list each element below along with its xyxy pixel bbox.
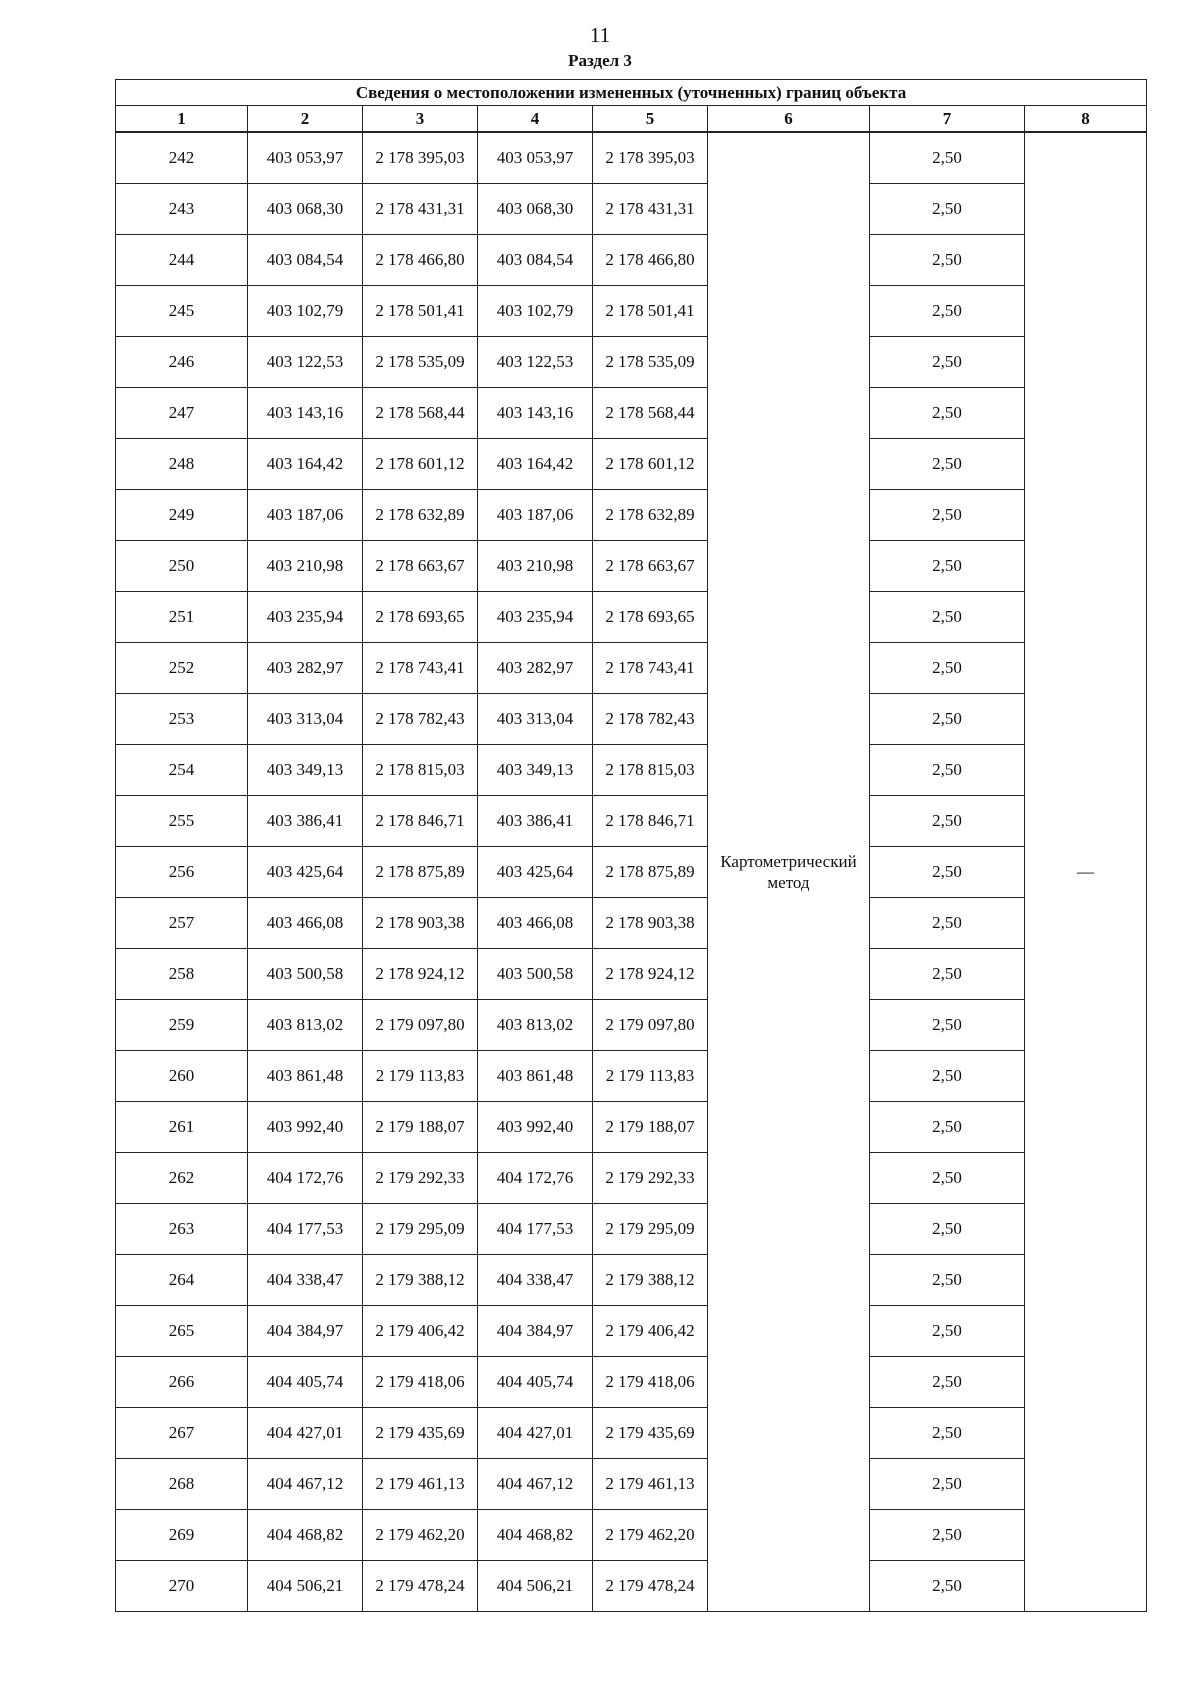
table-row: [116, 1561, 1147, 1612]
y-refined-cell: 2 178 431,31: [593, 184, 708, 235]
x-refined-cell: 403 313,04: [478, 694, 593, 745]
x-refined-cell: 403 813,02: [478, 1000, 593, 1051]
y-existing-cell: 2 179 478,24: [363, 1561, 478, 1612]
column-number: 2: [248, 106, 363, 133]
x-existing-cell: 403 084,54: [248, 235, 363, 286]
x-existing-cell: 403 210,98: [248, 541, 363, 592]
x-existing-cell: 404 468,82: [248, 1510, 363, 1561]
table-row: [116, 1510, 1147, 1561]
column-numbers-row: [116, 106, 1147, 133]
accuracy-cell: 2,50: [870, 1255, 1025, 1306]
x-refined-cell: 403 164,42: [478, 439, 593, 490]
accuracy-cell: 2,50: [870, 337, 1025, 388]
x-existing-cell: 403 102,79: [248, 286, 363, 337]
y-existing-cell: 2 179 461,13: [363, 1459, 478, 1510]
point-number-cell: 263: [116, 1204, 248, 1255]
y-existing-cell: 2 178 601,12: [363, 439, 478, 490]
accuracy-cell: 2,50: [870, 745, 1025, 796]
accuracy-cell: 2,50: [870, 132, 1025, 184]
accuracy-cell: 2,50: [870, 490, 1025, 541]
x-refined-cell: 403 282,97: [478, 643, 593, 694]
x-refined-cell: 403 084,54: [478, 235, 593, 286]
x-existing-cell: 403 500,58: [248, 949, 363, 1000]
column-number: 7: [870, 106, 1025, 133]
table-row: [116, 745, 1147, 796]
point-number-cell: 259: [116, 1000, 248, 1051]
y-refined-cell: 2 178 924,12: [593, 949, 708, 1000]
accuracy-cell: 2,50: [870, 1408, 1025, 1459]
y-refined-cell: 2 178 663,67: [593, 541, 708, 592]
point-number-cell: 270: [116, 1561, 248, 1612]
point-number-cell: 269: [116, 1510, 248, 1561]
point-number-cell: 250: [116, 541, 248, 592]
y-existing-cell: 2 179 418,06: [363, 1357, 478, 1408]
point-number-cell: 254: [116, 745, 248, 796]
x-refined-cell: 403 187,06: [478, 490, 593, 541]
point-number-cell: 266: [116, 1357, 248, 1408]
table-row: [116, 235, 1147, 286]
table-row: [116, 286, 1147, 337]
section-title: Раздел 3: [568, 51, 632, 70]
point-number-cell: 242: [116, 132, 248, 184]
y-refined-cell: 2 178 395,03: [593, 132, 708, 184]
x-refined-cell: 403 068,30: [478, 184, 593, 235]
x-refined-cell: 403 143,16: [478, 388, 593, 439]
x-existing-cell: 403 386,41: [248, 796, 363, 847]
y-refined-cell: 2 179 295,09: [593, 1204, 708, 1255]
column-number: 3: [363, 106, 478, 133]
accuracy-cell: 2,50: [870, 541, 1025, 592]
y-refined-cell: 2 179 188,07: [593, 1102, 708, 1153]
x-existing-cell: 403 068,30: [248, 184, 363, 235]
y-refined-cell: 2 178 501,41: [593, 286, 708, 337]
x-existing-cell: 403 122,53: [248, 337, 363, 388]
accuracy-cell: 2,50: [870, 235, 1025, 286]
x-refined-cell: 404 467,12: [478, 1459, 593, 1510]
y-existing-cell: 2 178 815,03: [363, 745, 478, 796]
y-existing-cell: 2 178 501,41: [363, 286, 478, 337]
point-number-cell: 258: [116, 949, 248, 1000]
x-existing-cell: 404 384,97: [248, 1306, 363, 1357]
y-existing-cell: 2 179 113,83: [363, 1051, 478, 1102]
y-existing-cell: 2 178 568,44: [363, 388, 478, 439]
accuracy-cell: 2,50: [870, 1561, 1025, 1612]
accuracy-cell: 2,50: [870, 847, 1025, 898]
point-number-cell: 265: [116, 1306, 248, 1357]
x-existing-cell: 403 861,48: [248, 1051, 363, 1102]
point-number-cell: 268: [116, 1459, 248, 1510]
accuracy-cell: 2,50: [870, 388, 1025, 439]
y-existing-cell: 2 178 903,38: [363, 898, 478, 949]
y-refined-cell: 2 178 632,89: [593, 490, 708, 541]
point-number-cell: 243: [116, 184, 248, 235]
x-refined-cell: 403 102,79: [478, 286, 593, 337]
y-existing-cell: 2 179 292,33: [363, 1153, 478, 1204]
y-refined-cell: 2 178 535,09: [593, 337, 708, 388]
x-existing-cell: 403 187,06: [248, 490, 363, 541]
x-refined-cell: 403 386,41: [478, 796, 593, 847]
y-refined-cell: 2 179 418,06: [593, 1357, 708, 1408]
table-row: [116, 1459, 1147, 1510]
x-refined-cell: 404 172,76: [478, 1153, 593, 1204]
point-number-cell: 251: [116, 592, 248, 643]
accuracy-cell: 2,50: [870, 439, 1025, 490]
y-refined-cell: 2 179 435,69: [593, 1408, 708, 1459]
table-row: [116, 898, 1147, 949]
x-existing-cell: 404 427,01: [248, 1408, 363, 1459]
accuracy-cell: 2,50: [870, 1102, 1025, 1153]
x-refined-cell: 404 177,53: [478, 1204, 593, 1255]
table-row: [116, 592, 1147, 643]
table-row: [116, 388, 1147, 439]
y-refined-cell: 2 179 461,13: [593, 1459, 708, 1510]
y-refined-cell: 2 179 113,83: [593, 1051, 708, 1102]
y-existing-cell: 2 178 846,71: [363, 796, 478, 847]
y-existing-cell: 2 178 875,89: [363, 847, 478, 898]
point-number-cell: 267: [116, 1408, 248, 1459]
accuracy-cell: 2,50: [870, 1459, 1025, 1510]
table-row: [116, 949, 1147, 1000]
accuracy-cell: 2,50: [870, 796, 1025, 847]
x-refined-cell: 404 405,74: [478, 1357, 593, 1408]
y-refined-cell: 2 178 466,80: [593, 235, 708, 286]
x-refined-cell: 403 500,58: [478, 949, 593, 1000]
table-row: [116, 1306, 1147, 1357]
x-refined-cell: 404 427,01: [478, 1408, 593, 1459]
y-existing-cell: 2 178 395,03: [363, 132, 478, 184]
y-existing-cell: 2 179 295,09: [363, 1204, 478, 1255]
x-existing-cell: 403 349,13: [248, 745, 363, 796]
y-existing-cell: 2 179 462,20: [363, 1510, 478, 1561]
x-existing-cell: 404 405,74: [248, 1357, 363, 1408]
x-refined-cell: 404 468,82: [478, 1510, 593, 1561]
accuracy-cell: 2,50: [870, 1051, 1025, 1102]
table-row: [116, 1204, 1147, 1255]
x-refined-cell: 404 384,97: [478, 1306, 593, 1357]
y-existing-cell: 2 179 435,69: [363, 1408, 478, 1459]
x-existing-cell: 403 466,08: [248, 898, 363, 949]
method-cell: Картометрический метод: [708, 132, 870, 1612]
boundary-coordinates-table: [115, 79, 1147, 1612]
y-refined-cell: 2 178 693,65: [593, 592, 708, 643]
point-number-cell: 256: [116, 847, 248, 898]
point-number-cell: 264: [116, 1255, 248, 1306]
x-existing-cell: 403 235,94: [248, 592, 363, 643]
y-refined-cell: 2 179 406,42: [593, 1306, 708, 1357]
x-refined-cell: 403 992,40: [478, 1102, 593, 1153]
x-refined-cell: 403 425,64: [478, 847, 593, 898]
table-row: [116, 184, 1147, 235]
x-refined-cell: 403 122,53: [478, 337, 593, 388]
y-refined-cell: 2 179 478,24: [593, 1561, 708, 1612]
point-number-cell: 244: [116, 235, 248, 286]
x-existing-cell: 404 338,47: [248, 1255, 363, 1306]
table-row: [116, 132, 1147, 184]
y-refined-cell: 2 178 903,38: [593, 898, 708, 949]
y-existing-cell: 2 178 743,41: [363, 643, 478, 694]
y-refined-cell: 2 179 462,20: [593, 1510, 708, 1561]
accuracy-cell: 2,50: [870, 1153, 1025, 1204]
table-row: [116, 643, 1147, 694]
point-number-cell: 247: [116, 388, 248, 439]
table-row: [116, 541, 1147, 592]
y-refined-cell: 2 178 743,41: [593, 643, 708, 694]
y-existing-cell: 2 179 188,07: [363, 1102, 478, 1153]
column-number: 6: [708, 106, 870, 133]
accuracy-cell: 2,50: [870, 1510, 1025, 1561]
x-existing-cell: 404 172,76: [248, 1153, 363, 1204]
table-row: [116, 439, 1147, 490]
y-existing-cell: 2 178 663,67: [363, 541, 478, 592]
table-row: [116, 1153, 1147, 1204]
y-existing-cell: 2 178 924,12: [363, 949, 478, 1000]
y-existing-cell: 2 178 431,31: [363, 184, 478, 235]
x-refined-cell: 403 466,08: [478, 898, 593, 949]
table-row: [116, 1357, 1147, 1408]
x-existing-cell: 404 467,12: [248, 1459, 363, 1510]
accuracy-cell: 2,50: [870, 898, 1025, 949]
x-refined-cell: 404 506,21: [478, 1561, 593, 1612]
table-row: [116, 1000, 1147, 1051]
page-number: 11: [589, 23, 611, 47]
x-existing-cell: 404 506,21: [248, 1561, 363, 1612]
point-number-cell: 257: [116, 898, 248, 949]
y-existing-cell: 2 178 632,89: [363, 490, 478, 541]
point-number-cell: 245: [116, 286, 248, 337]
y-refined-cell: 2 178 568,44: [593, 388, 708, 439]
y-refined-cell: 2 179 097,80: [593, 1000, 708, 1051]
y-existing-cell: 2 178 693,65: [363, 592, 478, 643]
x-refined-cell: 404 338,47: [478, 1255, 593, 1306]
x-existing-cell: 403 992,40: [248, 1102, 363, 1153]
table-row: [116, 1051, 1147, 1102]
point-number-cell: 249: [116, 490, 248, 541]
x-existing-cell: 403 143,16: [248, 388, 363, 439]
table-row: [116, 847, 1147, 898]
point-number-cell: 252: [116, 643, 248, 694]
table-row: [116, 1408, 1147, 1459]
x-refined-cell: 403 053,97: [478, 132, 593, 184]
table-body: [116, 132, 1147, 1612]
table-row: [116, 694, 1147, 745]
x-existing-cell: 404 177,53: [248, 1204, 363, 1255]
table-row: [116, 1102, 1147, 1153]
y-existing-cell: 2 178 535,09: [363, 337, 478, 388]
table-caption: Сведения о местоположении измененных (уточненных) границ объекта: [116, 80, 1147, 106]
x-refined-cell: 403 235,94: [478, 592, 593, 643]
y-existing-cell: 2 179 097,80: [363, 1000, 478, 1051]
y-refined-cell: 2 178 846,71: [593, 796, 708, 847]
table-row: [116, 796, 1147, 847]
y-refined-cell: 2 179 388,12: [593, 1255, 708, 1306]
x-refined-cell: 403 349,13: [478, 745, 593, 796]
point-number-cell: 248: [116, 439, 248, 490]
column-number: 1: [116, 106, 248, 133]
y-existing-cell: 2 179 388,12: [363, 1255, 478, 1306]
y-existing-cell: 2 178 782,43: [363, 694, 478, 745]
y-existing-cell: 2 179 406,42: [363, 1306, 478, 1357]
accuracy-cell: 2,50: [870, 184, 1025, 235]
accuracy-cell: 2,50: [870, 643, 1025, 694]
table-row: [116, 1255, 1147, 1306]
y-refined-cell: 2 178 875,89: [593, 847, 708, 898]
accuracy-cell: 2,50: [870, 949, 1025, 1000]
point-number-cell: 255: [116, 796, 248, 847]
x-existing-cell: 403 164,42: [248, 439, 363, 490]
accuracy-cell: 2,50: [870, 286, 1025, 337]
y-refined-cell: 2 178 815,03: [593, 745, 708, 796]
x-existing-cell: 403 053,97: [248, 132, 363, 184]
x-existing-cell: 403 282,97: [248, 643, 363, 694]
x-existing-cell: 403 313,04: [248, 694, 363, 745]
point-number-cell: 262: [116, 1153, 248, 1204]
accuracy-cell: 2,50: [870, 694, 1025, 745]
x-refined-cell: 403 861,48: [478, 1051, 593, 1102]
column-number: 8: [1025, 106, 1147, 133]
accuracy-cell: 2,50: [870, 1000, 1025, 1051]
x-existing-cell: 403 813,02: [248, 1000, 363, 1051]
accuracy-cell: 2,50: [870, 1204, 1025, 1255]
note-cell: —: [1025, 132, 1147, 1612]
table-row: [116, 490, 1147, 541]
point-number-cell: 260: [116, 1051, 248, 1102]
x-refined-cell: 403 210,98: [478, 541, 593, 592]
accuracy-cell: 2,50: [870, 592, 1025, 643]
table-row: [116, 337, 1147, 388]
x-existing-cell: 403 425,64: [248, 847, 363, 898]
point-number-cell: 253: [116, 694, 248, 745]
point-number-cell: 246: [116, 337, 248, 388]
y-refined-cell: 2 178 782,43: [593, 694, 708, 745]
y-refined-cell: 2 179 292,33: [593, 1153, 708, 1204]
accuracy-cell: 2,50: [870, 1306, 1025, 1357]
y-refined-cell: 2 178 601,12: [593, 439, 708, 490]
y-existing-cell: 2 178 466,80: [363, 235, 478, 286]
accuracy-cell: 2,50: [870, 1357, 1025, 1408]
column-number: 4: [478, 106, 593, 133]
column-number: 5: [593, 106, 708, 133]
point-number-cell: 261: [116, 1102, 248, 1153]
